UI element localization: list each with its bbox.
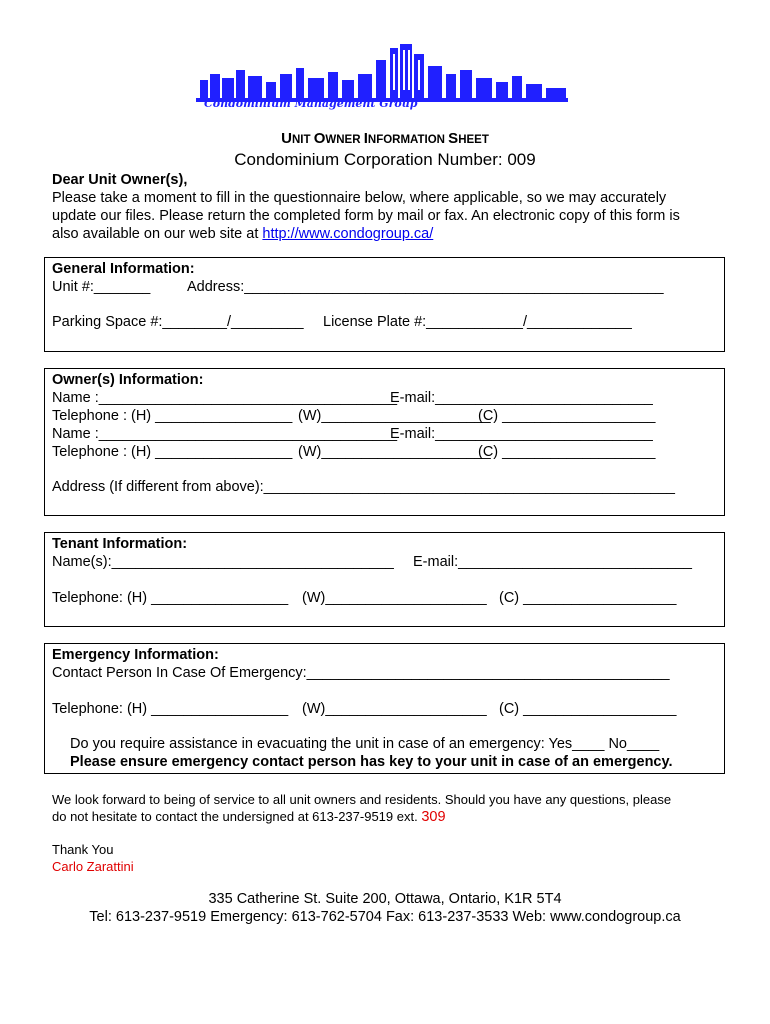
contact-numbers: Tel: 613-237-9519 Emergency: 613-762-5704 Fax: 613-237-3533 Web: www.condogroup.ca: [89, 909, 681, 925]
closing-text: do not hesitate to contact the undersigned at 613-237-9519 ext.: [52, 809, 422, 824]
closing-line: We look forward to being of service to all unit owners and residents. Should you have any questions, please: [52, 792, 672, 807]
tenant-information-section: [44, 532, 725, 627]
tenant-work-phone-field[interactable]: (W)____________________: [302, 590, 487, 606]
owner2-work-phone-field[interactable]: (W)_____________________: [298, 444, 491, 460]
owner1-work-phone-field[interactable]: (W)_____________________: [298, 408, 491, 424]
section-heading: Owner(s) Information:: [52, 372, 204, 388]
emergency-contact-field[interactable]: Contact Person In Case Of Emergency:_____________________________________________: [52, 665, 670, 681]
intro-line: [52, 225, 680, 243]
owner1-home-phone-field[interactable]: Telephone : (H) _________________: [52, 408, 293, 424]
title-letter: S: [448, 130, 459, 147]
section-heading: General Information:: [52, 261, 195, 277]
owner2-email-field[interactable]: E-mail:___________________________: [390, 426, 653, 442]
parking-space-field[interactable]: Parking Space #:________/_________: [52, 314, 304, 330]
company-logo: [196, 40, 572, 120]
logo-caption: Condominium Management Group: [204, 97, 418, 110]
intro-line: update our files. Please return the completed form by mail or fax. An electronic copy of this form is: [52, 208, 680, 224]
title-letter: O: [313, 130, 326, 147]
intro-text: also available on our web site at: [52, 226, 263, 242]
address-field[interactable]: Address:____________________________________________________: [187, 279, 664, 295]
emergency-information-section: [44, 643, 725, 774]
owner2-name-field[interactable]: Name :_____________________________________: [52, 426, 398, 442]
website-link[interactable]: http://www.condogroup.ca/: [262, 226, 434, 242]
emergency-work-phone-field[interactable]: (W)____________________: [302, 701, 487, 717]
owners-information-section: [44, 368, 725, 516]
intro-line: Please take a moment to fill in the questionnaire below, where applicable, so we may accurately: [52, 190, 667, 206]
owner1-name-field[interactable]: Name :_____________________________________: [52, 390, 398, 406]
title-letter: U: [281, 130, 292, 147]
tenant-cell-phone-field[interactable]: (C) ___________________: [499, 590, 677, 606]
title-word: HEET: [458, 134, 489, 146]
license-plate-field[interactable]: License Plate #:____________/_____________: [323, 314, 632, 330]
evacuation-assistance-question[interactable]: Do you require assistance in evacuating the unit in case of an emergency: Yes____ No____: [70, 736, 660, 752]
section-heading: Emergency Information:: [52, 647, 219, 663]
greeting: Dear Unit Owner(s),: [52, 172, 188, 188]
tenant-email-field[interactable]: E-mail:_____________________________: [413, 554, 692, 570]
page-title: [0, 130, 770, 147]
emergency-home-phone-field[interactable]: Telephone: (H) _________________: [52, 701, 289, 717]
owner2-home-phone-field[interactable]: Telephone : (H) _________________: [52, 444, 293, 460]
signer-name: Carlo Zarattini: [52, 859, 134, 874]
intro-paragraph: [52, 171, 680, 243]
closing-line: [52, 808, 671, 826]
section-heading: Tenant Information:: [52, 536, 188, 552]
office-address: 335 Catherine St. Suite 200, Ottawa, Ontario, K1R 5T4: [208, 891, 562, 907]
owner1-email-field[interactable]: E-mail:___________________________: [390, 390, 653, 406]
closing-paragraph: [52, 791, 671, 826]
tenant-names-field[interactable]: Name(s):___________________________________: [52, 554, 394, 570]
tenant-home-phone-field[interactable]: Telephone: (H) _________________: [52, 590, 289, 606]
title-word: NIT: [291, 134, 314, 146]
emergency-cell-phone-field[interactable]: (C) ___________________: [499, 701, 677, 717]
corporation-number: Condominium Corporation Number: 009: [234, 150, 536, 169]
title-word: NFORMATION: [367, 134, 449, 146]
owner2-cell-phone-field[interactable]: (C) ___________________: [478, 444, 656, 460]
extension-number: 309: [421, 809, 446, 825]
thank-you: Thank You: [52, 842, 114, 857]
title-letter: I: [363, 130, 368, 147]
key-notice: Please ensure emergency contact person has key to your unit in case of an emergency.: [70, 754, 673, 770]
owner-alternate-address-field[interactable]: Address (If different from above):___________________________________________________: [52, 479, 675, 495]
unit-number-field[interactable]: Unit #:_______: [52, 279, 151, 295]
general-information-section: [44, 257, 725, 352]
owner1-cell-phone-field[interactable]: (C) ___________________: [478, 408, 656, 424]
title-word: WNER: [325, 134, 364, 146]
